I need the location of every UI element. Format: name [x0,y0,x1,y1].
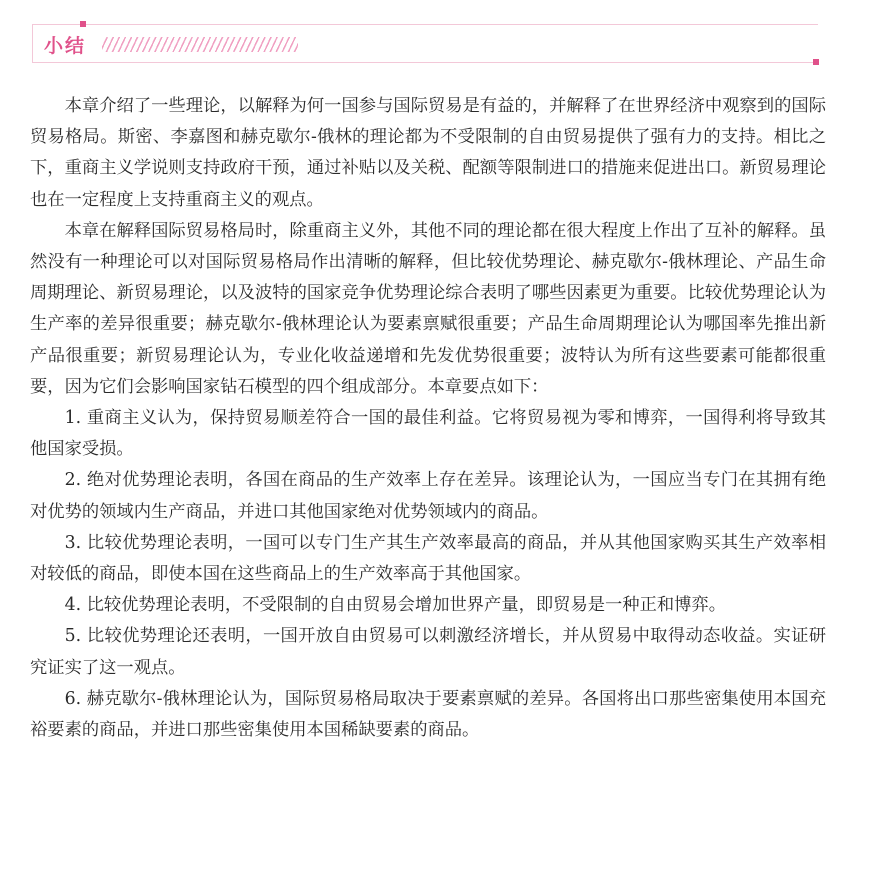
header-end-square-icon [813,59,819,65]
key-point-5: 5. 比较优势理论还表明，一国开放自由贸易可以刺激经济增长，并从贸易中取得动态收益。实证研究证实了这一观点。 [30,626,826,678]
key-point-1: 1. 重商主义认为，保持贸易顺差符合一国的最佳利益。它将贸易视为零和博弈，一国得利将导致其他国家受损。 [30,408,826,460]
header-corner-square-icon [80,21,86,27]
header-top-border [32,24,818,25]
paragraph-intro: 本章介绍了一些理论，以解释为何一国参与国际贸易是有益的，并解释了在世界经济中观察到的国际贸易格局。斯密、李嘉图和赫克歇尔-俄林的理论都为不受限制的自由贸易提供了强有力的支持。相比之下，重商主义学说则支持政府干预，通过补贴以及关税、配额等限制进口的措施来促进出口。新贸易理论也在一定程度上支持重商主义的观点。 [30,96,826,210]
decorative-stripes [102,37,298,52]
paragraph-overview: 本章在解释国际贸易格局时，除重商主义外，其他不同的理论都在很大程度上作出了互补的解释。虽然没有一种理论可以对国际贸易格局作出清晰的解释，但比较优势理论、赫克歇尔-俄林理论、产品生命周期理论、新贸易理论，以及波特的国家竞争优势理论综合表明了哪些因素更为重要。比较优势理论认为生产率的差异很重要；赫克歇尔-俄林理论认为要素禀赋很重要；产品生命周期理论认为哪国率先推出新产品很重要；新贸易理论认为，专业化收益递增和先发优势很重要；波特认为所有这些要素可能都很重要，因为它们会影响国家钻石模型的四个组成部分。本章要点如下： [30,220,826,397]
section-header [32,24,818,64]
section-title: 小结 [44,35,87,57]
header-bottom-border [32,62,818,63]
key-point-3: 3. 比较优势理论表明，一国可以专门生产其生产效率最高的商品，并从其他国家购买其生产效率相对较低的商品，即使本国在这些商品上的生产效率高于其他国家。 [30,532,826,585]
summary-body [30,91,826,746]
key-point-2: 2. 绝对优势理论表明，各国在商品的生产效率上存在差异。该理论认为，一国应当专门在其拥有绝对优势的领域内生产商品，并进口其他国家绝对优势领域内的商品。 [30,470,826,522]
header-left-border [32,24,33,63]
key-point-6: 6. 赫克歇尔-俄林理论认为，国际贸易格局取决于要素禀赋的差异。各国将出口那些密集使用本国充裕要素的商品，并进口那些密集使用本国稀缺要素的商品。 [30,688,826,741]
key-point-4: 4. 比较优势理论表明，不受限制的自由贸易会增加世界产量，即贸易是一种正和博弈。 [64,595,726,616]
